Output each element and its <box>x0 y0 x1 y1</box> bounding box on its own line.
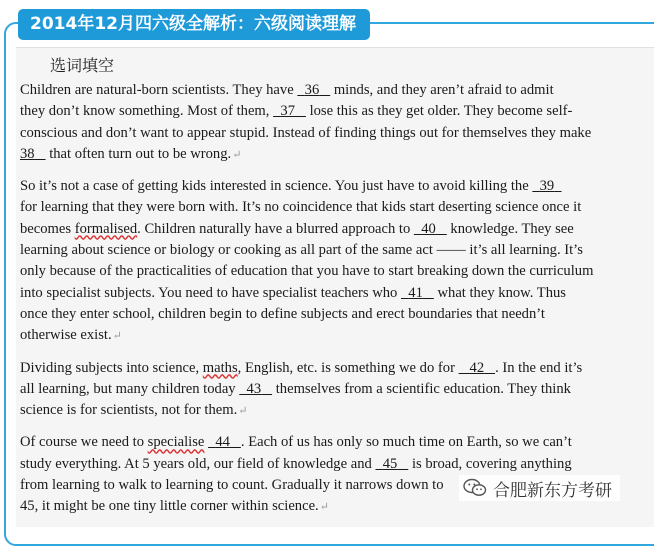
watermark <box>459 475 620 501</box>
wechat-icon <box>463 478 487 498</box>
section-title: 选词填空 <box>50 56 115 75</box>
text-line: for learning that they were born with. It’s no coincidence that kids start deserting science once it <box>20 199 582 216</box>
blank-41: 41 <box>408 284 423 301</box>
text-line: conscious and don’t want to appear stupid. Instead of finding things out for themselves they make <box>20 124 592 141</box>
return-mark: ↵ <box>232 148 242 161</box>
text-line: from learning to walk to learning to count. Gradually it narrows down to <box>20 477 444 494</box>
spelling-flag: formalised <box>74 220 138 237</box>
blank-45: 45 <box>382 455 398 472</box>
text-line: becomes formalised. Children naturally have a blurred approach to 40 knowledge. They see <box>20 220 574 237</box>
blank-37: 37 <box>280 103 295 120</box>
text-line: So it’s not a case of getting kids interested in science. You just have to avoid killing the 39 <box>20 176 654 197</box>
blank-43: 43 <box>246 380 262 397</box>
text-line: science is for scientists, not for them.↵ <box>20 402 248 419</box>
blank-36: 36 <box>304 82 320 98</box>
text-line: learning about science or biology or cooking as all part of the same act —— it’s all learning. It’s <box>20 242 583 259</box>
text-line: Dividing subjects into science, maths, English, etc. is something we do for 42 . In the end it’s <box>20 359 583 376</box>
blank-42: 42 <box>469 359 485 376</box>
watermark-text: 合肥新东方考研 <box>493 480 612 501</box>
spelling-flag: specialise <box>147 434 205 451</box>
return-mark: ↵ <box>319 501 329 514</box>
text-line: Children are natural-born scientists. They have 36 minds, and they aren’t afraid to admit <box>20 82 554 98</box>
blank-39: 39 <box>539 178 555 195</box>
text-line: all learning, but many children today 43 themselves from a scientific education. They think <box>20 380 571 397</box>
text-line: once they enter school, children begin to define subjects and erect boundaries that needn’t <box>20 305 545 322</box>
spelling-flag: maths <box>202 359 238 376</box>
passage <box>20 80 654 529</box>
text-line: 38 that often turn out to be wrong.↵ <box>20 145 242 162</box>
text-line: into specialist subjects. You need to have specialist teachers who 41 what they know. Thus <box>20 284 566 301</box>
paragraph-1 <box>20 80 654 166</box>
text-line: otherwise exist.↵ <box>20 327 122 344</box>
header-banner: 2014年12月四六级全解析：六级阅读理解 <box>18 9 370 40</box>
return-mark: ↵ <box>238 405 248 418</box>
text-line: 45, it might be one tiny little corner within science.↵ <box>20 498 329 515</box>
paragraph-2 <box>20 176 654 347</box>
text-line: Of course we need to specialise 44 . Each of us has only so much time on Earth, so we can’t <box>20 434 572 451</box>
text-line: only because of the practicalities of education that you have to start breaking down the curriculum <box>20 263 594 280</box>
paragraph-3 <box>20 358 654 423</box>
text-line: study everything. At 5 years old, our field of knowledge and 45 is broad, covering anything <box>20 455 572 472</box>
blank-44: 44 <box>215 434 230 451</box>
blank-38: 38 <box>20 145 35 162</box>
text-line: they don’t know something. Most of them, 37 lose this as they get older. They become self- <box>20 103 573 120</box>
return-mark: ↵ <box>112 330 122 343</box>
blank-40: 40 <box>421 220 436 237</box>
